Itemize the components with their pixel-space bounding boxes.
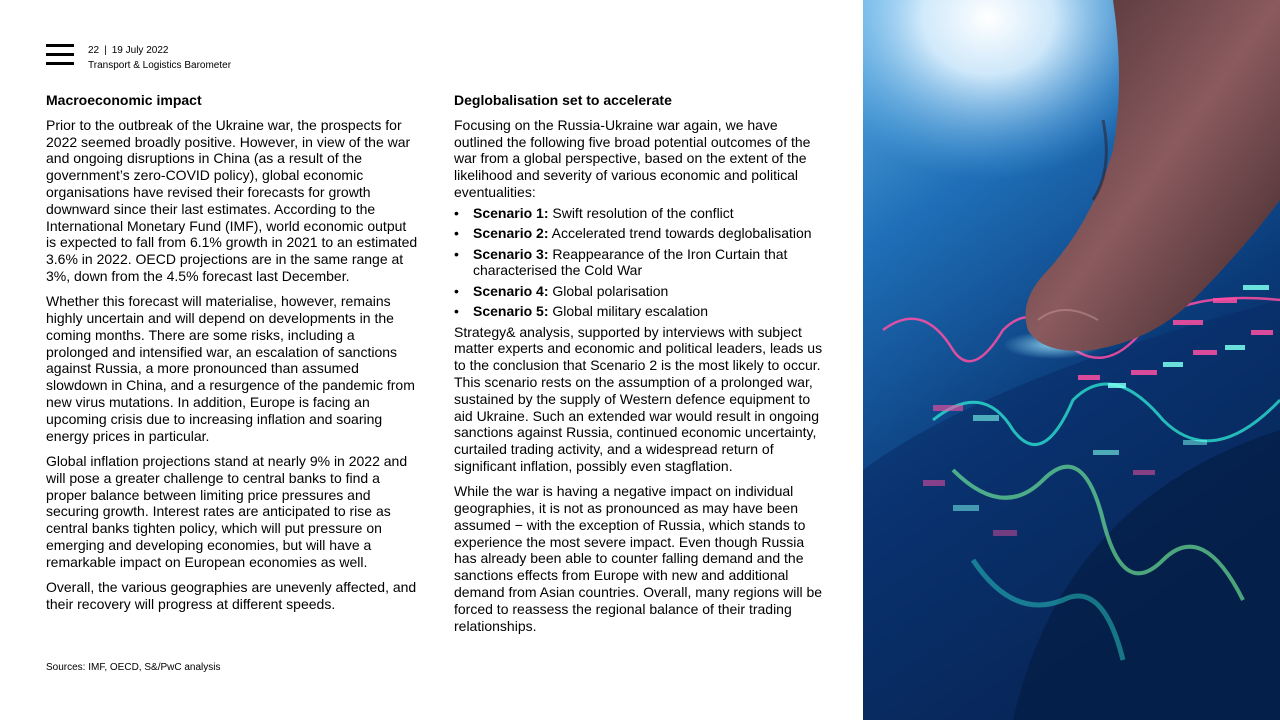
finger-touching-trading-chart-image (863, 0, 1280, 720)
scenario-item (454, 303, 826, 320)
scenario-label: Scenario 4: (473, 282, 549, 299)
meta-separator: | (104, 45, 107, 56)
right-paragraph: Strategy& analysis, supported by interviews with subject matter experts and economic and political leaders, leads us to the conclusion that Scenario 2 is the most likely to occur. This scenario rests on the assumption of a prolonged war, sustained by the supply of Western defence equipment to aid Ukraine. Such an extended war would result in ongoing sanctions against Russia, continued economic uncertainty, curtailed trading activity, and a widespread return of significant inflation, possibly even stagflation. (454, 323, 823, 474)
deglobalisation-heading: Deglobalisation set to accelerate (454, 92, 672, 108)
page-date: 19 July 2022 (111, 45, 169, 56)
scenario-item (454, 283, 826, 300)
scenario-text: Global polarisation (552, 282, 669, 299)
scenario-label: Scenario 2: (473, 225, 549, 242)
right-intro: Focusing on the Russia-Ukraine war again, we have outlined the following five broad potential outcomes of the war from a global perspective, based on the extent of the likelihood and severity of various economic and political eventualities: (454, 116, 811, 200)
scenario-label: Scenario 1: (473, 204, 549, 221)
right-column (454, 92, 826, 643)
scenario-item (454, 205, 826, 222)
scenario-text: Accelerated trend towards deglobalisation (551, 225, 812, 242)
left-paragraph: Whether this forecast will materialise, however, remains highly uncertain and will depend on developments in the coming months. There are some risks, including a prolonged and intensified war, an escalation of sanctions against Russia, a more pronounced than assumed slowdown in China, and a resurgence of the pandemic from new virus mutations. In addition, Europe is facing an upcoming crisis due to increasing inflation and soaring energy prices in particular. (46, 293, 415, 444)
macroeconomic-heading: Macroeconomic impact (46, 92, 202, 108)
publication-title: Transport & Logistics Barometer (88, 60, 232, 71)
menu-icon[interactable] (46, 44, 74, 66)
page-meta (88, 43, 231, 73)
scenario-text: Swift resolution of the conflict (552, 204, 734, 221)
page-number: 22 (88, 45, 100, 56)
scenario-item (454, 246, 826, 280)
scenario-label: Scenario 3: (473, 245, 549, 262)
scenario-text: Global military escalation (552, 303, 708, 320)
right-paragraph: While the war is having a negative impact on individual geographies, it is not as pronounced as may have been assumed − with the exception of Russia, which stands to experience the most severe impact. Even though Russia has already been able to counter falling demand and the sanctions effects from Europe with new and additional demand from Asian countries. Overall, many regions will be forced to reassess the regional balance of their trading relationships. (454, 483, 823, 634)
sources-note: Sources: IMF, OECD, S&/PwC analysis (46, 662, 221, 673)
scenario-label: Scenario 5: (473, 303, 549, 320)
scenario-text: Reappearance of the Iron Curtain that characterised the Cold War (473, 245, 788, 279)
scenario-list (454, 205, 826, 320)
scenario-item (454, 225, 826, 242)
left-paragraph: Overall, the various geographies are unevenly affected, and their recovery will progress at different speeds. (46, 579, 417, 612)
left-paragraph: Prior to the outbreak of the Ukraine war, the prospects for 2022 seemed broadly positive. However, in view of the war and ongoing disruptions in China (as a result of the government’s zero-COVID policy), global economic organisations have revised their forecasts for growth downward since their last estimates. According to the International Monetary Fund (IMF), world economic output is expected to fall from 6.1% growth in 2021 to an estimated 3.6% in 2022. OECD projections are in the same range at 3%, down from the 4.5% forecast last December. (46, 116, 418, 284)
left-column (46, 92, 418, 621)
hero-photo (863, 0, 1280, 720)
left-paragraph: Global inflation projections stand at nearly 9% in 2022 and will pose a greater challenge to central banks to find a proper balance between limiting price pressures and securing growth. Interest rates are anticipated to rise as central banks tighten policy, which will put pressure on emerging and developing economies, but will have a remarkable impact on European economies as well. (46, 452, 408, 570)
